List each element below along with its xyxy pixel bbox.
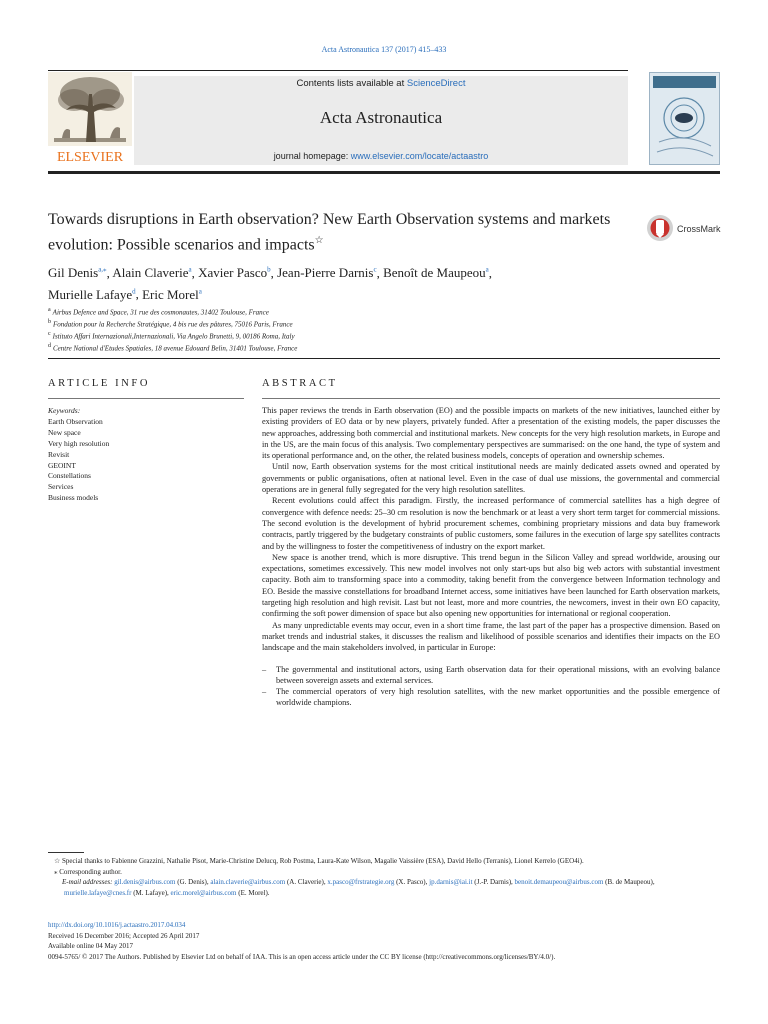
- author-list: Gil Denis$^{a,⁎}$, Alain Claverie$^a$, Xavier Pasco$^b$, Jean-Pierre Darnis$^c$, Benoît de Maupeou$^a$, Murielle Lafaye$^d$, Eric Morel$^a$: [48, 265, 492, 302]
- journal-homepage-line: [134, 151, 628, 161]
- article-info-heading: ARTICLE INFO: [48, 378, 151, 389]
- email-link[interactable]: x.pasco@frstrategie.org: [327, 878, 395, 886]
- keyword: Business models: [48, 493, 99, 503]
- author: [48, 287, 136, 302]
- footnotes: [48, 856, 720, 898]
- title-footnote-mark[interactable]: ☆: [314, 235, 324, 246]
- homepage-prefix: journal homepage:: [273, 151, 351, 161]
- keyword: Very high resolution: [48, 438, 110, 448]
- email-link[interactable]: murielle.lafaye@cnes.fr: [64, 888, 132, 897]
- journal-homepage-link[interactable]: www.elsevier.com/locate/actaastro: [350, 151, 489, 161]
- paper-title: [48, 209, 638, 255]
- author: [142, 287, 202, 302]
- abstract-paragraphs: [262, 405, 720, 654]
- author-affiliation-mark[interactable]: b: [267, 266, 271, 274]
- email-link[interactable]: benoit.demaupeou@airbus.com: [514, 878, 604, 886]
- affiliation-text: Airbus Defence and Space, 31 rue des cosmonautes, 31402 Toulouse, France: [52, 308, 269, 317]
- online-date: Available online 04 May 2017: [48, 942, 134, 950]
- author: [198, 265, 270, 280]
- affiliation-label: d: [48, 342, 51, 349]
- email-label: E-mail addresses:: [62, 878, 115, 886]
- email-link[interactable]: alain.claverie@airbus.com: [210, 878, 286, 886]
- abstract-paragraph: Until now, Earth observation systems for the most critical institutional needs are mainly dedicated assets owned and operated by governments or public organisations, often at national level. Even in the case of dual use missions, the governmental and commercial operations are in general fully segregated for the very high resolution satellites.: [262, 462, 720, 495]
- author-name[interactable]: Gil Denis: [48, 265, 99, 281]
- email-link[interactable]: gil.denis@airbus.com: [114, 878, 176, 886]
- acknowledgement-footnote: ☆ Special thanks to Fabienne Grazzini, Nathalie Pisot, Marie-Christine Delucq, Rob Postma, Laura-Kate Wilson, Magalie Vaissière (ESA), David Hello (Terranis), Lionel Kerrelo (GEO4i).: [54, 857, 584, 865]
- author-name[interactable]: Murielle Lafaye: [48, 286, 133, 302]
- publication-info: [48, 920, 720, 962]
- keywords-list: [48, 417, 238, 504]
- affiliation-text: Centre National d'Etudes Spatiales, 18 avenue Edouard Belin, 31401 Toulouse, France: [53, 344, 298, 353]
- crossmark-icon: [645, 212, 725, 244]
- author: [383, 265, 489, 280]
- abstract-bullet: – The commercial operators of very high resolution satellites, with the new market opportunities and the possible emergence of worldwide champions.: [262, 686, 720, 709]
- email-owner: (A. Claverie): [286, 878, 324, 886]
- email-addresses: E-mail addresses: gil.denis@airbus.com (G. Denis), alain.claverie@airbus.com (A. Claverie), x.pasco@frstrategie.org (X. Pasco), jp.darnis@iai.it (J.-P. Darnis), benoit.demaupeou@airbus.com (B. de Maupeou), murielle.lafaye@cnes.fr (M. Lafaye), eric.morel@airbus.com (E. Morel).: [62, 878, 655, 897]
- affiliation-list: [48, 306, 708, 354]
- abstract-heading: ABSTRACT: [262, 378, 338, 389]
- keyword: Services: [48, 482, 74, 492]
- author: [277, 265, 377, 280]
- header-rule-bottom: [48, 171, 720, 174]
- keyword: Revisit: [48, 449, 70, 459]
- author: [48, 265, 107, 280]
- author-affiliation-mark[interactable]: a,⁎: [98, 266, 107, 274]
- email-owner: (M. Lafaye): [133, 888, 168, 897]
- affiliation-text: Istituto Affari Internazionali,Internazionali, Via Angelo Brunetti, 9, 00186 Roma, Italy: [52, 332, 295, 341]
- abstract-paragraph: New space is another trend, which is more disruptive. This trend begun in the Silicon Valley and spread worldwide, arousing our expectations, sometimes excessively. This new model involves not only start-ups but also big web actors with substantial investment capacity. Both aim to transforming space into a commodity, taking benefit from the convergence between Information technology and EO. Beside the massive constellations for broadband Internet access, some initiatives have been launched for Earth observation markets, targeting high resolution and high revisit. Last but not least, more and more countries, the newcomers, invest in their own EO capacity, confirming the soft power dimension of space but also opening new opportunities for international or regional cooperation.: [262, 552, 720, 619]
- email-owner: (E. Morel).: [238, 888, 270, 897]
- journal-cover-icon: [649, 72, 720, 165]
- abstract-body: [262, 405, 720, 709]
- author-affiliation-mark[interactable]: c: [373, 266, 377, 274]
- elsevier-wordmark: ELSEVIER: [56, 150, 124, 164]
- abstract-paragraph: Recent evolutions could affect this paradigm. Firstly, the increased performance of commercial satellites has a high degree of convergence with defence needs: 25–30 cm resolution is now the benchmark or at least a very short term target for commercial missions. The second evolution is the development of hybrid procurement schemes, combining proprietary missions and data buy framework contracts, partly triggered by the budgetary constraints of public customers, some failures in the execution of large spy satellites contracts and by the willingness to foster the competitiveness of industry on the export market.: [262, 496, 720, 551]
- keywords-label: Keywords:: [48, 406, 81, 415]
- affiliation: [48, 318, 708, 330]
- abstract-bullet-list: [262, 664, 720, 709]
- section-rule: [48, 358, 720, 359]
- sciencedirect-link[interactable]: ScienceDirect: [406, 78, 466, 89]
- email-owner: (X. Pasco): [396, 878, 426, 886]
- abstract-rule: [262, 398, 720, 399]
- author-affiliation-mark[interactable]: a: [198, 287, 202, 296]
- affiliation: [48, 330, 708, 342]
- email-owner: (G. Denis): [177, 878, 207, 886]
- journal-name: Acta Astronautica: [319, 108, 443, 127]
- author-name[interactable]: Jean-Pierre Darnis: [277, 265, 374, 281]
- crossmark-label: CrossMark: [677, 224, 721, 234]
- abstract-bullet: – The governmental and institutional actors, using Earth observation data for their operational missions, with an evolving balance between sovereign assets and external services.: [262, 664, 720, 687]
- received-dates: Received 16 December 2016; Accepted 26 April 2017: [48, 931, 200, 940]
- elsevier-tree-icon: [48, 72, 132, 164]
- keyword: Constellations: [48, 471, 91, 481]
- author: [112, 265, 191, 280]
- affiliation-label: a: [48, 307, 51, 313]
- author-name[interactable]: Alain Claverie: [112, 265, 189, 281]
- email-link[interactable]: eric.morel@airbus.com: [170, 888, 237, 897]
- keyword: GEOINT: [48, 460, 76, 470]
- contents-prefix: Contents lists available at: [296, 78, 407, 89]
- journal-citation[interactable]: Acta Astronautica 137 (2017) 415–433: [321, 45, 447, 54]
- abstract-paragraph: As many unpredictable events may occur, even in a short time frame, the last part of the paper has a prospective dimension. Based on market trends and industrial stakes, it discusses the realism and likelihood of possible scenarios and identifies their impacts on the EO landscape and the main stakeholders involved, in particular in Europe:: [262, 620, 720, 653]
- elsevier-logo[interactable]: [48, 72, 132, 164]
- copyright-notice: 0094-5765/ © 2017 The Authors. Published by Elsevier Ltd on behalf of IAA. This is an open access article under the CC BY license (http://creativecommons.org/licenses/BY/4.0/).: [48, 952, 556, 961]
- author-name[interactable]: Xavier Pasco: [198, 265, 268, 281]
- author-affiliation-mark[interactable]: d: [132, 287, 136, 296]
- author-name[interactable]: Benoît de Maupeou: [383, 265, 486, 281]
- author-affiliation-mark[interactable]: a: [485, 266, 489, 274]
- header-rule-top: [48, 70, 628, 71]
- keyword: New space: [48, 427, 81, 437]
- email-link[interactable]: jp.darnis@iai.it: [429, 878, 473, 886]
- author-affiliation-mark[interactable]: a: [188, 266, 192, 274]
- contents-available-line: [134, 78, 628, 89]
- keywords-block: [48, 406, 238, 504]
- doi-link[interactable]: http://dx.doi.org/10.1016/j.actaastro.2017.04.034: [48, 921, 186, 929]
- paper-title-text: Towards disruptions in Earth observation? New Earth Observation systems and markets evolution: Possible scenarios and impacts: [48, 211, 611, 254]
- affiliation: [48, 342, 708, 354]
- affiliation-label: c: [48, 330, 51, 337]
- crossmark-badge[interactable]: [645, 212, 725, 244]
- keyword: Earth Observation: [48, 416, 103, 426]
- email-owner: (J.-P. Darnis): [474, 878, 512, 886]
- footnote-rule: [48, 852, 84, 853]
- email-owner: (B. de Maupeou): [605, 878, 653, 886]
- corresponding-author-note: ⁎ Corresponding author.: [54, 867, 122, 876]
- affiliation-text: Fondation pour la Recherche Stratégique, 4 bis rue des pâtures, 75016 Paris, France: [53, 320, 293, 329]
- author-name[interactable]: Eric Morel: [142, 286, 199, 302]
- abstract-paragraph: This paper reviews the trends in Earth observation (EO) and the possible impacts on markets of the new initiatives, launched either by existing providers of EO data or by new players, privately funded. After a presentation of the existing models, the paper discusses the new approaches, addressing both commercial and institutional markets. New concepts for the very high resolution markets, in Europe and in the US, are the main focus of this analysis. Two complementary perspectives are summarised: on the one hand, the type of system and its operational performance and, on the other, the related business models, concepts of operation and ownership schemes.: [262, 406, 720, 461]
- affiliation-label: b: [48, 318, 51, 325]
- article-info-rule: [48, 398, 244, 399]
- affiliation: [48, 306, 708, 318]
- journal-cover-thumbnail[interactable]: [649, 72, 720, 165]
